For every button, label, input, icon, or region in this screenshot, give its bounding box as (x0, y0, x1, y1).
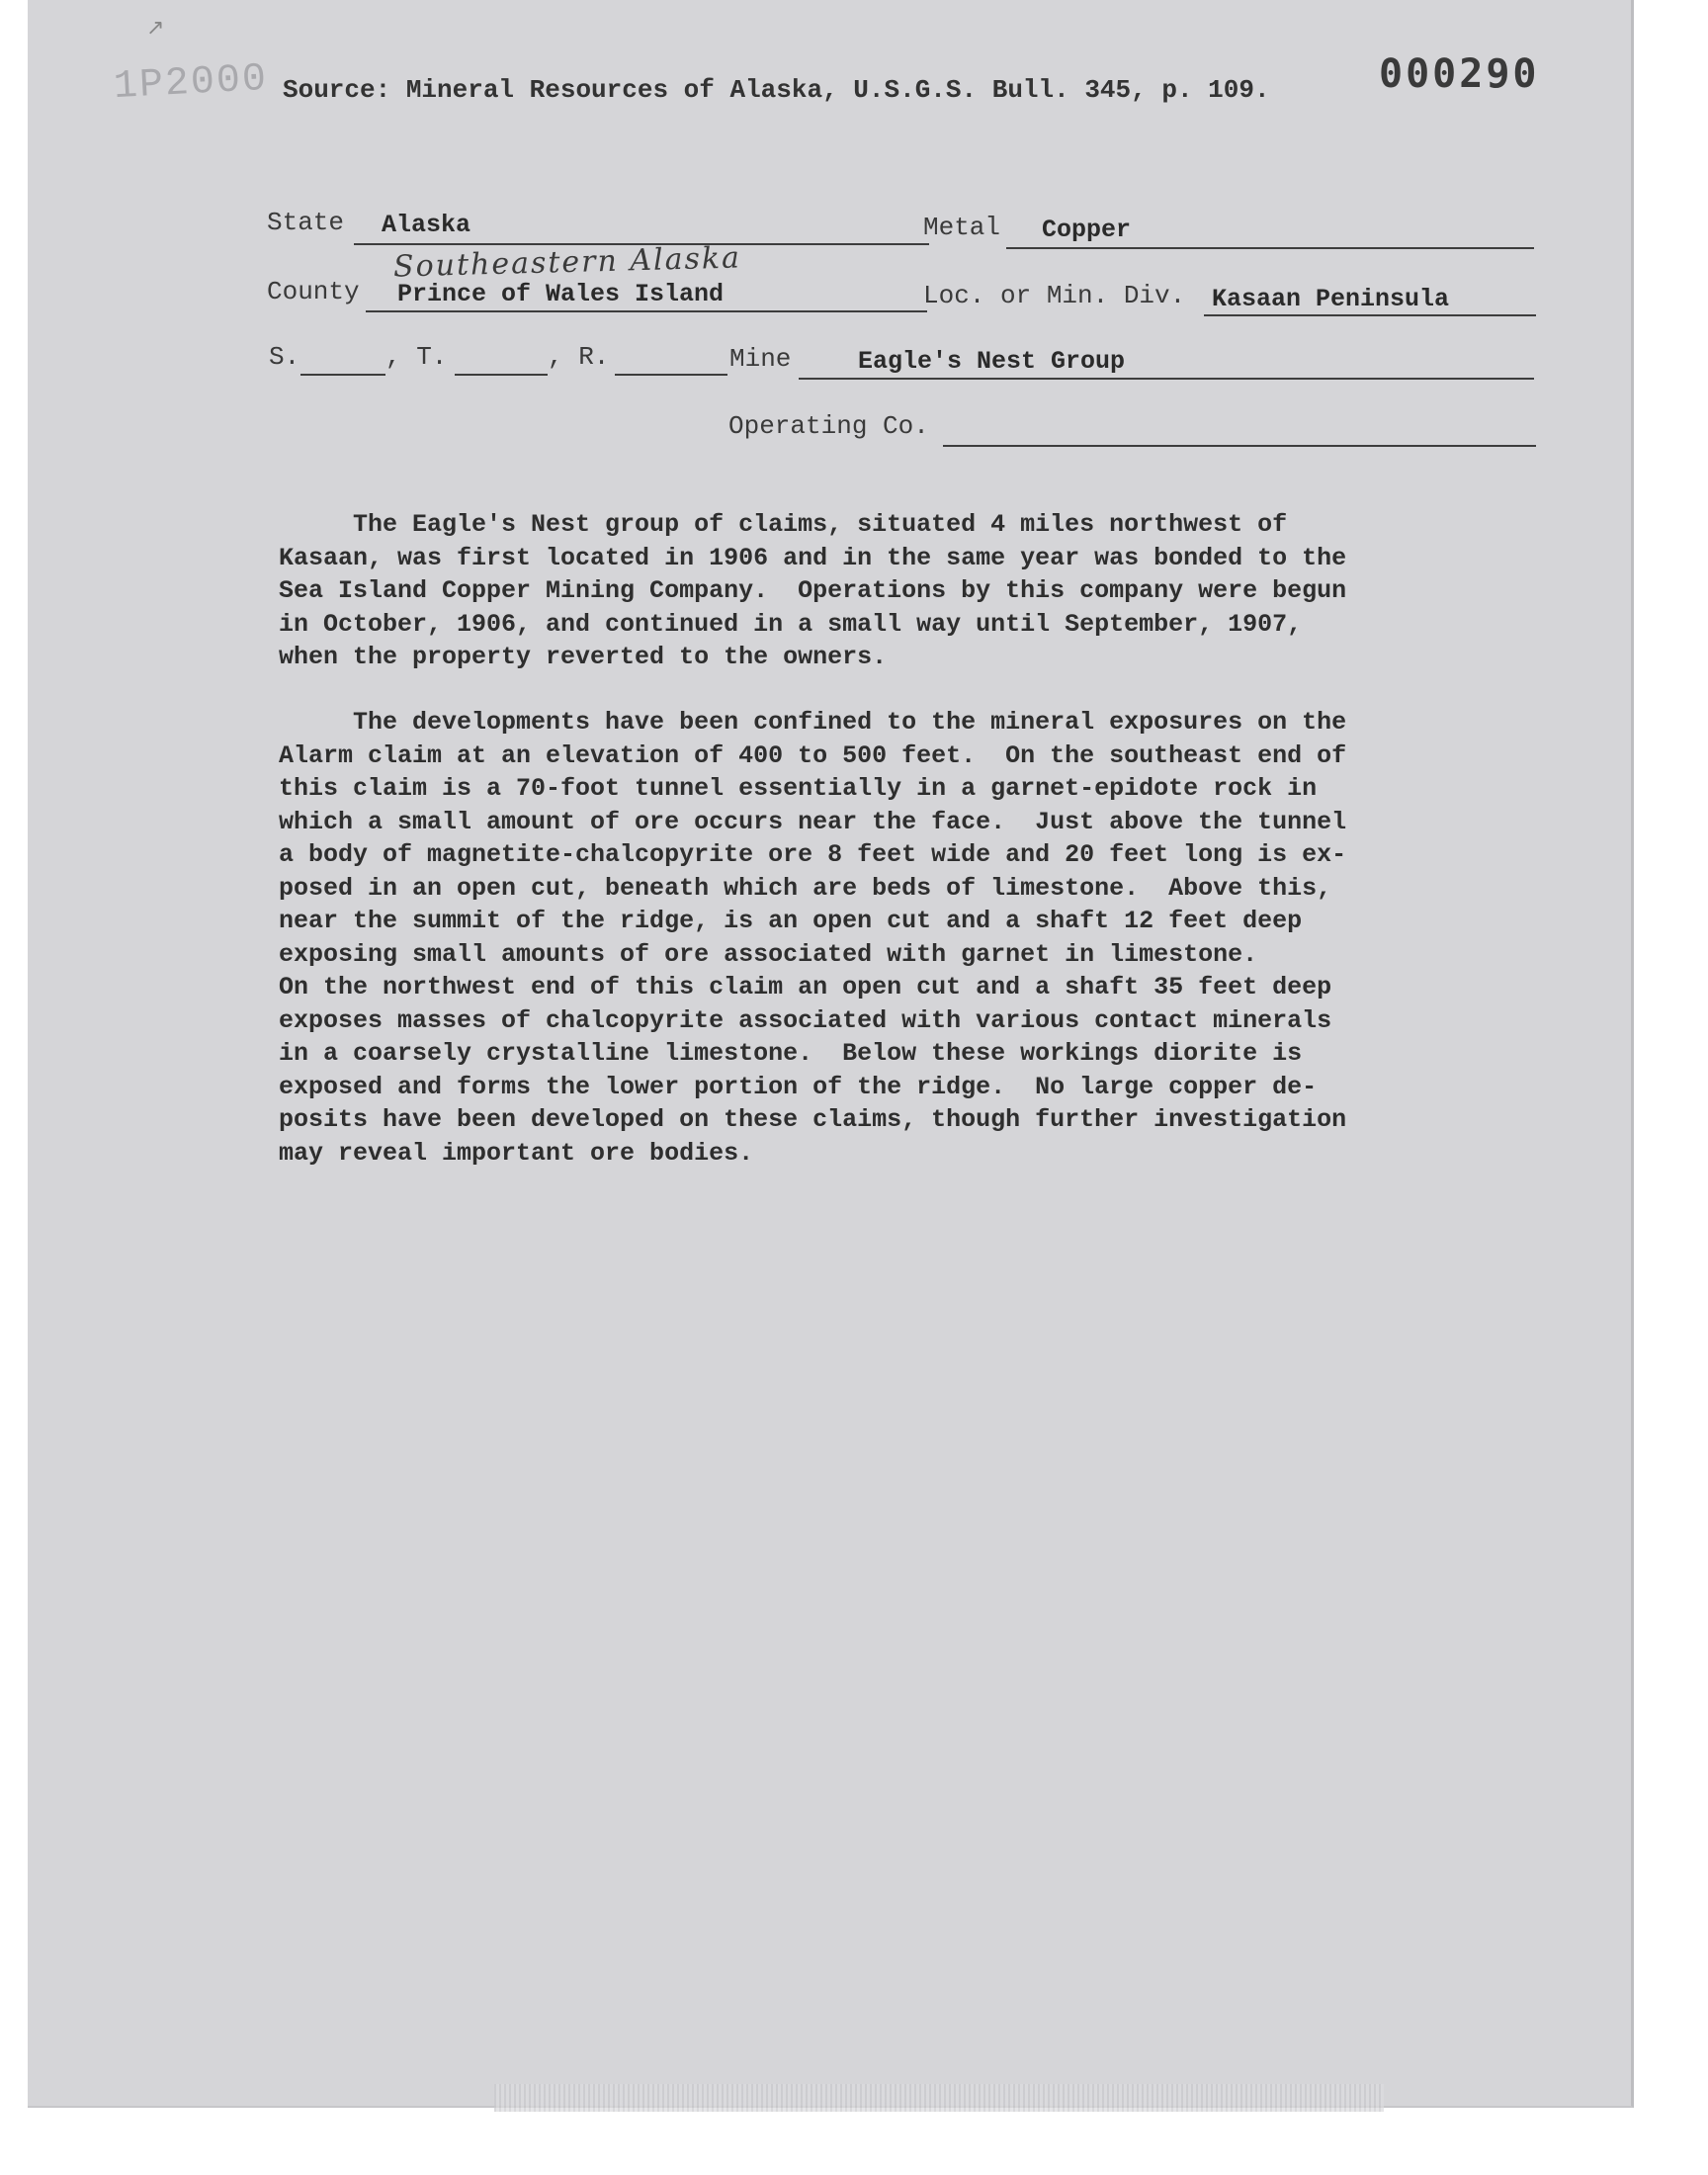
section-underline (300, 374, 385, 376)
state-value: Alaska (382, 211, 471, 239)
source-citation: Source: Mineral Resources of Alaska, U.S.G.S. Bull. 345, p. 109. (283, 75, 1270, 105)
loc-underline (1204, 314, 1536, 316)
mine-underline (799, 378, 1534, 380)
document-number: 000290 (1379, 51, 1540, 97)
section-label: S. (269, 342, 300, 372)
range-underline (615, 374, 727, 376)
loc-value: Kasaan Peninsula (1212, 285, 1450, 313)
mine-label: Mine (729, 344, 792, 374)
metal-label: Metal (923, 213, 1001, 242)
faint-stamp-number: 1P2000 (112, 56, 270, 111)
mine-value: Eagle's Nest Group (858, 347, 1126, 376)
scan-shadow (494, 2084, 1384, 2112)
metal-underline (1006, 247, 1534, 249)
township-label: , T. (385, 342, 448, 372)
operating-co-underline (943, 445, 1536, 447)
county-label: County (267, 277, 360, 306)
handwritten-county-note: Southeastern Alaska (392, 240, 742, 285)
township-underline (455, 374, 548, 376)
state-label: State (267, 208, 345, 237)
body-paragraph-2: The developments have been confined to the mineral exposures on the Alarm claim at an elevation of 400 to 500 feet. On the southeast end of this claim is a 70-foot tunnel essentially in a garnet-epidote rock in which a small amount of ore occurs near the face. Just above the tunnel a body of magnetite-chalcopyrite ore 8 feet wide and 20 feet long is ex- posed in an open cut, beneath which are beds of limestone. Above this, near the summit of the ridge, is an open cut and a shaft 12 feet deep exposing small amounts of ore associated with garnet in limestone. On the northwest end of this claim an open cut and a shaft 35 feet deep exposes masses of chalcopyrite associated with various contact minerals in a coarsely crystalline limestone. Below these workings diorite is exposed and forms the lower portion of the ridge. No large copper de- posits have been developed on these claims, though further investigation may reveal important ore bodies. (279, 708, 1347, 1168)
corner-mark: ↗ (146, 16, 165, 41)
body-paragraph-1: The Eagle's Nest group of claims, situated 4 miles northwest of Kasaan, was first located in 1906 and in the same year was bonded to the Sea Island Copper Mining Company. Operations by this company were begun in October, 1906, and continued in a small way until September, 1907, when the property reverted to the owners. (279, 510, 1347, 671)
metal-value: Copper (1042, 216, 1132, 244)
loc-label: Loc. or Min. Div. (923, 281, 1186, 310)
operating-co-label: Operating Co. (728, 411, 929, 441)
county-underline (366, 310, 927, 312)
county-value: Prince of Wales Island (397, 280, 725, 308)
range-label: , R. (548, 342, 610, 372)
